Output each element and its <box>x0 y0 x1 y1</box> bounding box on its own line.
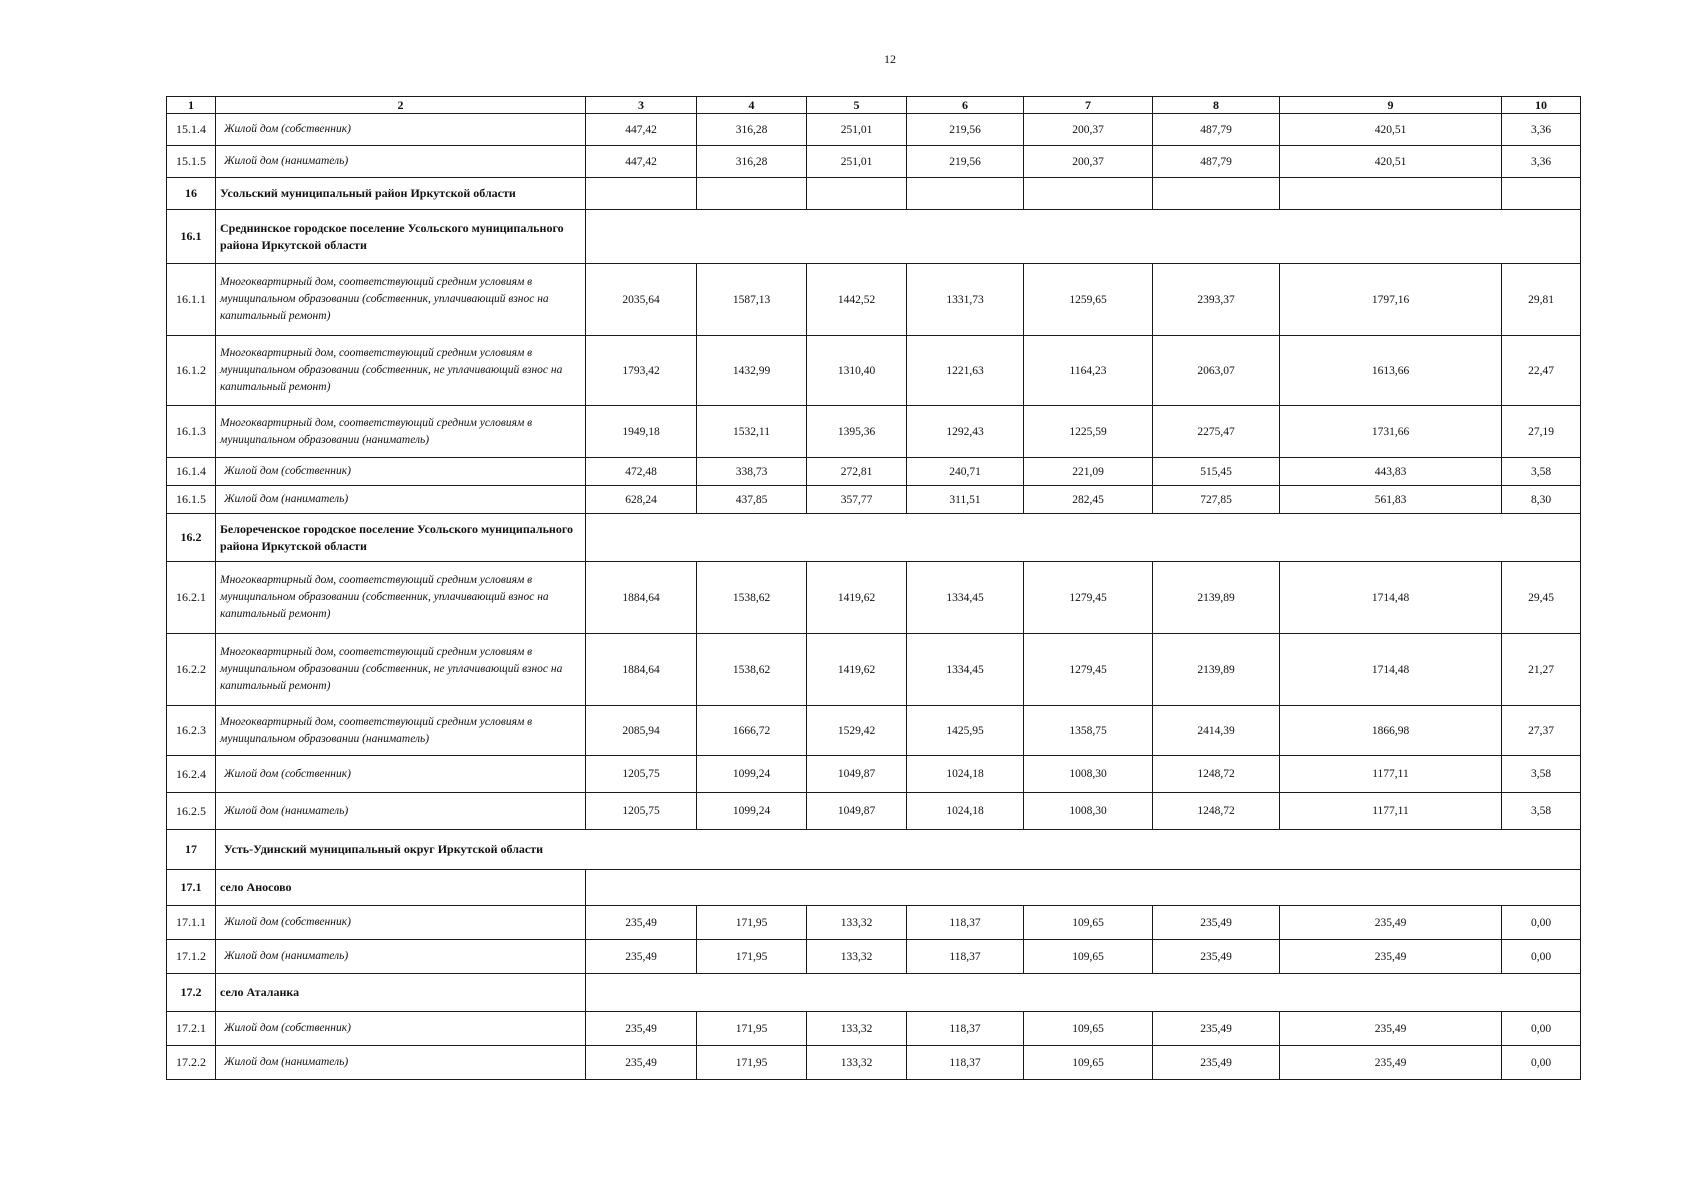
row-value: 1797,16 <box>1280 264 1502 336</box>
row-value: 133,32 <box>807 1012 907 1046</box>
row-value: 420,51 <box>1280 114 1502 146</box>
row-value: 3,58 <box>1502 793 1581 830</box>
row-value: 1049,87 <box>807 756 907 793</box>
header-cell: 5 <box>807 97 907 114</box>
table-row <box>167 906 1581 940</box>
table-row <box>167 486 1581 514</box>
row-code: 15.1.4 <box>167 114 216 146</box>
row-value: 1866,98 <box>1280 706 1502 756</box>
row-value: 235,49 <box>1153 1012 1280 1046</box>
row-value: 2085,94 <box>586 706 697 756</box>
row-value: 133,32 <box>807 906 907 940</box>
row-value: 1419,62 <box>807 634 907 706</box>
row-name: Жилой дом (наниматель) <box>216 486 586 514</box>
row-value: 1714,48 <box>1280 634 1502 706</box>
row-value: 235,49 <box>1280 940 1502 974</box>
row-value: 118,37 <box>907 906 1024 940</box>
table-row <box>167 1012 1581 1046</box>
row-code: 16.2.5 <box>167 793 216 830</box>
section-row <box>167 870 1581 906</box>
row-value: 1164,23 <box>1024 336 1153 406</box>
row-code: 16.1.5 <box>167 486 216 514</box>
row-value: 1024,18 <box>907 756 1024 793</box>
empty-cell <box>586 178 697 210</box>
empty-cell <box>1280 178 1502 210</box>
table-row <box>167 634 1581 706</box>
row-value: 235,49 <box>1153 906 1280 940</box>
row-value: 1432,99 <box>697 336 807 406</box>
row-value: 21,27 <box>1502 634 1581 706</box>
row-name: Многоквартирный дом, соответствующий средним условиям в муниципальном образовании (собственник, уплачивающий взнос на капитальный ремонт) <box>216 562 586 634</box>
row-value: 200,37 <box>1024 114 1153 146</box>
row-code: 16.2.1 <box>167 562 216 634</box>
header-cell: 2 <box>216 97 586 114</box>
row-value: 235,49 <box>1280 1012 1502 1046</box>
row-value: 235,49 <box>1153 1046 1280 1080</box>
section-row <box>167 514 1581 562</box>
row-value: 27,19 <box>1502 406 1581 458</box>
row-value: 1949,18 <box>586 406 697 458</box>
row-value: 1425,95 <box>907 706 1024 756</box>
row-value: 118,37 <box>907 1012 1024 1046</box>
row-value: 219,56 <box>907 114 1024 146</box>
row-value: 171,95 <box>697 906 807 940</box>
row-value: 443,83 <box>1280 458 1502 486</box>
empty-cell <box>586 870 1581 906</box>
row-value: 1205,75 <box>586 793 697 830</box>
row-value: 1395,36 <box>807 406 907 458</box>
row-value: 1099,24 <box>697 756 807 793</box>
header-cell: 9 <box>1280 97 1502 114</box>
row-value: 109,65 <box>1024 906 1153 940</box>
row-value: 1221,63 <box>907 336 1024 406</box>
row-code: 16.1.3 <box>167 406 216 458</box>
row-name: Жилой дом (наниматель) <box>216 793 586 830</box>
row-value: 1334,45 <box>907 562 1024 634</box>
row-code: 17.1.2 <box>167 940 216 974</box>
row-code: 16.1.2 <box>167 336 216 406</box>
row-value: 1205,75 <box>586 756 697 793</box>
row-name: Жилой дом (наниматель) <box>216 146 586 178</box>
row-name: Многоквартирный дом, соответствующий средним условиям в муниципальном образовании (собственник, не уплачивающий взнос на капитальный ремонт) <box>216 336 586 406</box>
row-value: 447,42 <box>586 146 697 178</box>
row-value: 1358,75 <box>1024 706 1153 756</box>
row-code: 16.2.2 <box>167 634 216 706</box>
row-value: 235,49 <box>1153 940 1280 974</box>
row-code: 16 <box>167 178 216 210</box>
row-code: 16.1.1 <box>167 264 216 336</box>
row-value: 1793,42 <box>586 336 697 406</box>
row-value: 420,51 <box>1280 146 1502 178</box>
row-value: 27,37 <box>1502 706 1581 756</box>
row-value: 628,24 <box>586 486 697 514</box>
row-value: 3,36 <box>1502 146 1581 178</box>
row-value: 2035,64 <box>586 264 697 336</box>
row-value: 1442,52 <box>807 264 907 336</box>
table-row <box>167 336 1581 406</box>
table-row <box>167 406 1581 458</box>
section-title: Усольский муниципальный район Иркутской области <box>216 178 586 210</box>
row-value: 109,65 <box>1024 940 1153 974</box>
row-value: 1292,43 <box>907 406 1024 458</box>
row-value: 200,37 <box>1024 146 1153 178</box>
row-value: 1331,73 <box>907 264 1024 336</box>
row-value: 1334,45 <box>907 634 1024 706</box>
row-value: 1008,30 <box>1024 793 1153 830</box>
section-title: Среднинское городское поселение Усольского муниципального района Иркутской области <box>216 210 586 264</box>
row-value: 0,00 <box>1502 940 1581 974</box>
table-row <box>167 706 1581 756</box>
row-value: 1613,66 <box>1280 336 1502 406</box>
row-value: 0,00 <box>1502 906 1581 940</box>
row-value: 235,49 <box>1280 1046 1502 1080</box>
empty-cell <box>586 974 1581 1012</box>
row-value: 0,00 <box>1502 1046 1581 1080</box>
row-name: Многоквартирный дом, соответствующий средним условиям в муниципальном образовании (наниматель) <box>216 706 586 756</box>
section-row <box>167 974 1581 1012</box>
header-cell: 8 <box>1153 97 1280 114</box>
row-value: 2063,07 <box>1153 336 1280 406</box>
row-value: 3,58 <box>1502 756 1581 793</box>
row-value: 1419,62 <box>807 562 907 634</box>
row-value: 1884,64 <box>586 634 697 706</box>
row-value: 219,56 <box>907 146 1024 178</box>
row-value: 133,32 <box>807 1046 907 1080</box>
row-name: Многоквартирный дом, соответствующий средним условиям в муниципальном образовании (собственник, уплачивающий взнос на капитальный ремонт) <box>216 264 586 336</box>
row-value: 2139,89 <box>1153 562 1280 634</box>
row-value: 1666,72 <box>697 706 807 756</box>
row-code: 15.1.5 <box>167 146 216 178</box>
table-row <box>167 1046 1581 1080</box>
row-value: 1587,13 <box>697 264 807 336</box>
row-value: 29,45 <box>1502 562 1581 634</box>
row-value: 447,42 <box>586 114 697 146</box>
row-code: 17.1 <box>167 870 216 906</box>
row-value: 1024,18 <box>907 793 1024 830</box>
row-value: 1049,87 <box>807 793 907 830</box>
row-code: 17.2 <box>167 974 216 1012</box>
row-value: 1532,11 <box>697 406 807 458</box>
row-value: 1714,48 <box>1280 562 1502 634</box>
row-name: Жилой дом (собственник) <box>216 756 586 793</box>
row-value: 1538,62 <box>697 562 807 634</box>
header-cell: 1 <box>167 97 216 114</box>
empty-cell <box>586 514 1581 562</box>
row-value: 3,36 <box>1502 114 1581 146</box>
row-value: 1248,72 <box>1153 756 1280 793</box>
row-value: 1731,66 <box>1280 406 1502 458</box>
empty-cell <box>807 178 907 210</box>
row-value: 118,37 <box>907 1046 1024 1080</box>
row-value: 1279,45 <box>1024 562 1153 634</box>
empty-cell <box>1153 178 1280 210</box>
row-code: 16.2.4 <box>167 756 216 793</box>
row-value: 2393,37 <box>1153 264 1280 336</box>
row-value: 171,95 <box>697 1012 807 1046</box>
row-code: 16.2 <box>167 514 216 562</box>
section-title: село Аталанка <box>216 974 586 1012</box>
row-value: 272,81 <box>807 458 907 486</box>
row-name: Жилой дом (наниматель) <box>216 1046 586 1080</box>
row-value: 3,58 <box>1502 458 1581 486</box>
row-name: Жилой дом (собственник) <box>216 906 586 940</box>
row-value: 1099,24 <box>697 793 807 830</box>
row-code: 17.2.1 <box>167 1012 216 1046</box>
row-value: 235,49 <box>586 906 697 940</box>
row-value: 235,49 <box>1280 906 1502 940</box>
row-value: 472,48 <box>586 458 697 486</box>
row-code: 16.2.3 <box>167 706 216 756</box>
table-row <box>167 562 1581 634</box>
row-name: Жилой дом (собственник) <box>216 114 586 146</box>
empty-cell <box>1502 178 1581 210</box>
section-row <box>167 210 1581 264</box>
row-value: 235,49 <box>586 1012 697 1046</box>
section-row <box>167 830 1581 870</box>
row-value: 487,79 <box>1153 146 1280 178</box>
row-name: Жилой дом (наниматель) <box>216 940 586 974</box>
row-value: 2139,89 <box>1153 634 1280 706</box>
row-value: 1279,45 <box>1024 634 1153 706</box>
row-value: 316,28 <box>697 114 807 146</box>
row-code: 17.1.1 <box>167 906 216 940</box>
row-name: Жилой дом (собственник) <box>216 458 586 486</box>
table-row <box>167 458 1581 486</box>
row-value: 316,28 <box>697 146 807 178</box>
tariff-table <box>166 96 1581 1080</box>
row-value: 235,49 <box>586 1046 697 1080</box>
row-value: 437,85 <box>697 486 807 514</box>
row-value: 251,01 <box>807 146 907 178</box>
row-code: 16.1.4 <box>167 458 216 486</box>
row-value: 29,81 <box>1502 264 1581 336</box>
empty-cell <box>1024 178 1153 210</box>
row-value: 235,49 <box>586 940 697 974</box>
table-row <box>167 114 1581 146</box>
row-value: 1225,59 <box>1024 406 1153 458</box>
row-code: 17 <box>167 830 216 870</box>
row-value: 240,71 <box>907 458 1024 486</box>
row-value: 1310,40 <box>807 336 907 406</box>
row-value: 109,65 <box>1024 1012 1153 1046</box>
header-cell: 6 <box>907 97 1024 114</box>
section-title: село Аносово <box>216 870 586 906</box>
row-value: 8,30 <box>1502 486 1581 514</box>
row-code: 17.2.2 <box>167 1046 216 1080</box>
row-value: 2275,47 <box>1153 406 1280 458</box>
row-name: Многоквартирный дом, соответствующий средним условиям в муниципальном образовании (собственник, не уплачивающий взнос на капитальный ремонт) <box>216 634 586 706</box>
section-title: Белореченское городское поселение Усольского муниципального района Иркутской области <box>216 514 586 562</box>
header-cell: 7 <box>1024 97 1153 114</box>
row-value: 118,37 <box>907 940 1024 974</box>
section-row <box>167 178 1581 210</box>
row-value: 1529,42 <box>807 706 907 756</box>
row-value: 171,95 <box>697 1046 807 1080</box>
row-value: 22,47 <box>1502 336 1581 406</box>
row-value: 338,73 <box>697 458 807 486</box>
row-value: 1008,30 <box>1024 756 1153 793</box>
section-title: Усть-Удинский муниципальный округ Иркутской области <box>216 830 1581 870</box>
empty-cell <box>586 210 1581 264</box>
row-value: 1538,62 <box>697 634 807 706</box>
row-value: 561,83 <box>1280 486 1502 514</box>
row-value: 727,85 <box>1153 486 1280 514</box>
empty-cell <box>697 178 807 210</box>
row-value: 2414,39 <box>1153 706 1280 756</box>
row-value: 1177,11 <box>1280 756 1502 793</box>
header-cell: 4 <box>697 97 807 114</box>
row-value: 133,32 <box>807 940 907 974</box>
page-number: 12 <box>884 52 896 66</box>
table-row <box>167 793 1581 830</box>
empty-cell <box>907 178 1024 210</box>
row-value: 487,79 <box>1153 114 1280 146</box>
header-cell: 10 <box>1502 97 1581 114</box>
row-value: 0,00 <box>1502 1012 1581 1046</box>
row-value: 1177,11 <box>1280 793 1502 830</box>
row-value: 1259,65 <box>1024 264 1153 336</box>
row-value: 1884,64 <box>586 562 697 634</box>
header-row <box>167 97 1581 114</box>
table-row <box>167 940 1581 974</box>
row-value: 109,65 <box>1024 1046 1153 1080</box>
table-row <box>167 264 1581 336</box>
row-value: 1248,72 <box>1153 793 1280 830</box>
row-value: 357,77 <box>807 486 907 514</box>
table-row <box>167 146 1581 178</box>
row-value: 221,09 <box>1024 458 1153 486</box>
row-value: 171,95 <box>697 940 807 974</box>
header-cell: 3 <box>586 97 697 114</box>
row-name: Жилой дом (собственник) <box>216 1012 586 1046</box>
row-value: 515,45 <box>1153 458 1280 486</box>
row-name: Многоквартирный дом, соответствующий средним условиям в муниципальном образовании (наниматель) <box>216 406 586 458</box>
row-value: 251,01 <box>807 114 907 146</box>
row-code: 16.1 <box>167 210 216 264</box>
row-value: 282,45 <box>1024 486 1153 514</box>
row-value: 311,51 <box>907 486 1024 514</box>
table-row <box>167 756 1581 793</box>
